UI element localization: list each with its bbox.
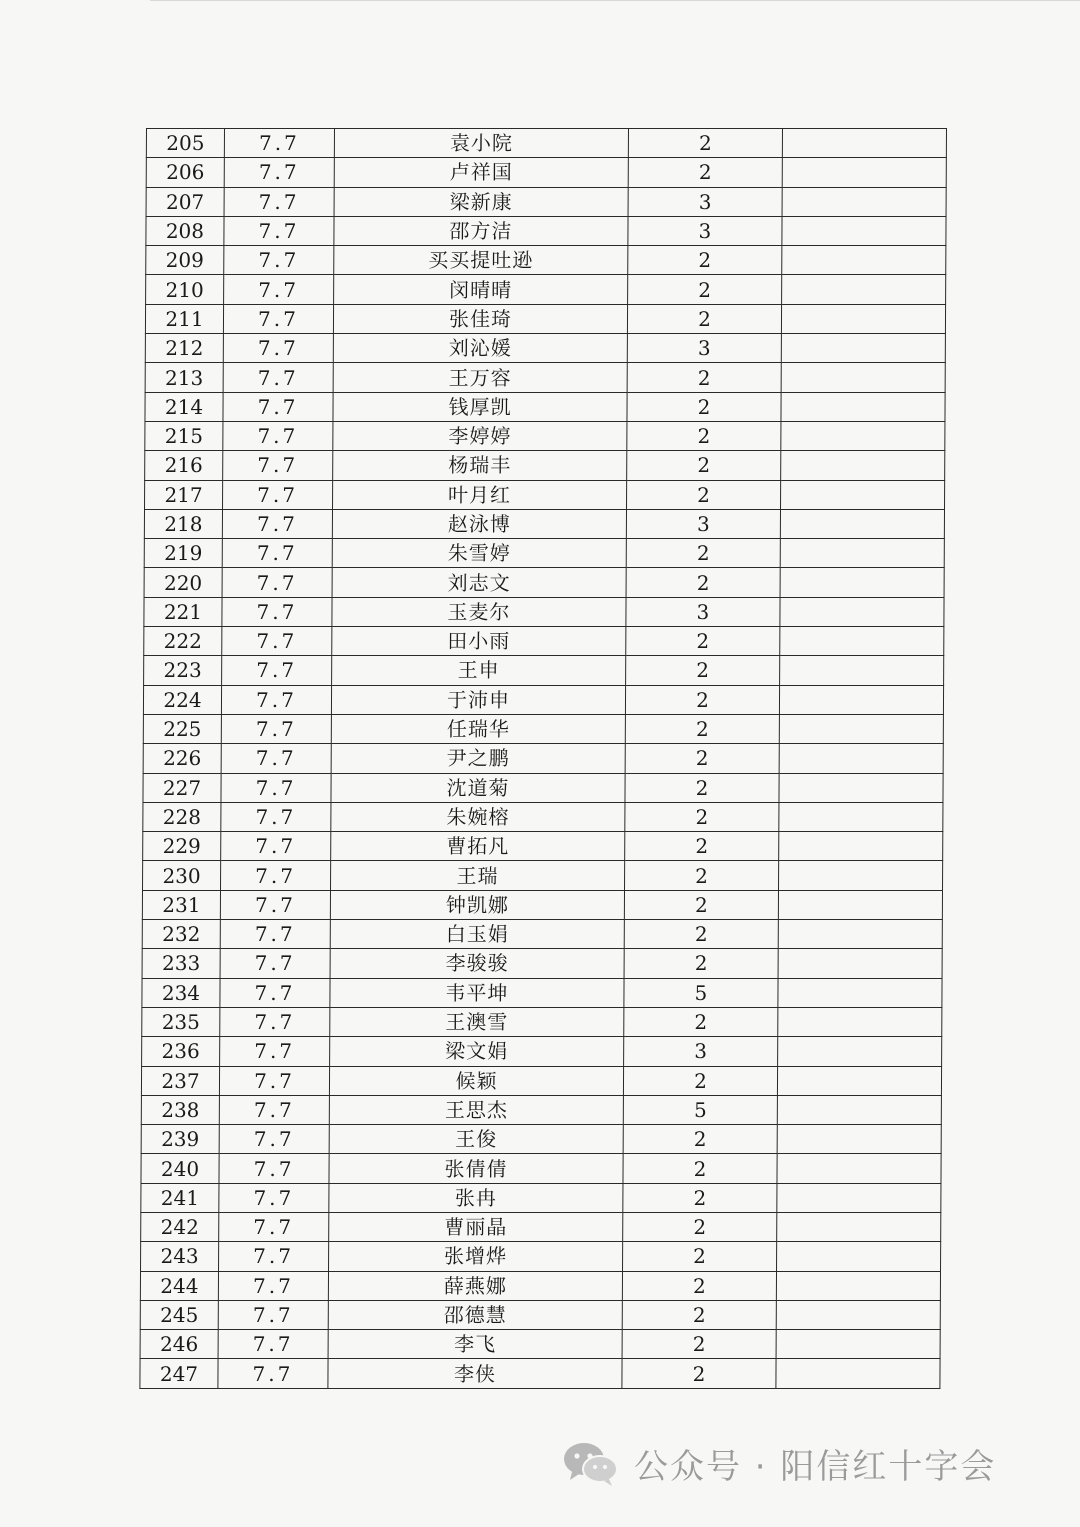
row-note — [777, 1066, 941, 1095]
table-row — [143, 773, 943, 802]
row-quantity: 2 — [628, 158, 782, 187]
row-number: 238 — [141, 1095, 219, 1124]
table-row — [141, 1125, 941, 1154]
row-date: 7.7 — [224, 246, 334, 275]
row-note — [777, 1183, 941, 1212]
row-name: 王思杰 — [329, 1095, 623, 1124]
table-row — [145, 363, 945, 392]
row-quantity: 2 — [625, 861, 779, 890]
row-date: 7.7 — [222, 597, 332, 626]
row-quantity: 2 — [627, 304, 781, 333]
row-note — [778, 978, 942, 1007]
row-number: 234 — [142, 978, 220, 1007]
row-quantity: 2 — [624, 890, 778, 919]
row-date: 7.7 — [224, 275, 334, 304]
row-number: 232 — [142, 920, 220, 949]
row-note — [781, 392, 945, 421]
row-note — [777, 1125, 941, 1154]
row-date: 7.7 — [222, 656, 332, 685]
row-quantity: 2 — [628, 275, 782, 304]
row-quantity: 2 — [625, 802, 779, 831]
table-row — [145, 392, 945, 421]
row-date: 7.7 — [220, 1007, 330, 1036]
row-number: 212 — [145, 334, 223, 363]
row-number: 224 — [143, 685, 221, 714]
row-quantity: 2 — [624, 920, 778, 949]
row-number: 247 — [140, 1359, 218, 1388]
row-name: 玉麦尔 — [332, 597, 626, 626]
row-quantity: 2 — [623, 1066, 777, 1095]
row-quantity: 3 — [626, 509, 780, 538]
watermark-text: 公众号 · 阳信红十字会 — [634, 1446, 997, 1487]
row-date: 7.7 — [219, 1242, 329, 1271]
row-note — [780, 539, 944, 568]
table-row — [142, 890, 942, 919]
row-number: 231 — [142, 890, 220, 919]
row-quantity: 2 — [624, 949, 778, 978]
row-date: 7.7 — [223, 421, 333, 450]
row-quantity: 2 — [623, 1183, 777, 1212]
row-note — [782, 187, 946, 216]
table-row — [141, 1095, 941, 1124]
row-name: 曹丽晶 — [329, 1212, 623, 1241]
watermark — [560, 1438, 996, 1488]
row-quantity: 2 — [622, 1271, 776, 1300]
row-date: 7.7 — [221, 714, 331, 743]
row-note — [777, 1095, 941, 1124]
table-row — [144, 627, 944, 656]
row-date: 7.7 — [222, 568, 332, 597]
row-quantity: 2 — [624, 1007, 778, 1036]
row-number: 229 — [143, 832, 221, 861]
table-row — [146, 129, 946, 158]
row-number: 223 — [144, 656, 222, 685]
row-number: 205 — [146, 129, 224, 158]
row-name: 任瑞华 — [331, 714, 625, 743]
row-date: 7.7 — [218, 1359, 328, 1388]
row-quantity: 2 — [626, 627, 780, 656]
row-name: 尹之鹏 — [331, 744, 625, 773]
row-date: 7.7 — [220, 890, 330, 919]
row-number: 230 — [143, 861, 221, 890]
table-row — [144, 568, 944, 597]
row-number: 227 — [143, 773, 221, 802]
row-quantity: 2 — [623, 1154, 777, 1183]
row-date: 7.7 — [223, 363, 333, 392]
row-date: 7.7 — [224, 187, 334, 216]
wechat-icon — [560, 1438, 620, 1488]
row-quantity: 2 — [627, 480, 781, 509]
row-note — [776, 1271, 940, 1300]
row-quantity: 2 — [627, 451, 781, 480]
row-date: 7.7 — [219, 1183, 329, 1212]
row-note — [778, 949, 942, 978]
row-quantity: 2 — [625, 773, 779, 802]
row-note — [780, 597, 944, 626]
row-name: 王申 — [332, 656, 626, 685]
row-name: 闵晴晴 — [334, 275, 628, 304]
row-number: 240 — [141, 1154, 219, 1183]
row-name: 张倩倩 — [329, 1154, 623, 1183]
row-note — [778, 890, 942, 919]
row-note — [779, 861, 943, 890]
table-row — [146, 187, 946, 216]
table-row — [143, 685, 943, 714]
row-note — [776, 1300, 940, 1329]
row-date: 7.7 — [220, 920, 330, 949]
row-date: 7.7 — [223, 304, 333, 333]
row-number: 221 — [144, 597, 222, 626]
row-number: 246 — [140, 1330, 218, 1359]
row-note — [777, 1212, 941, 1241]
table-row — [144, 539, 944, 568]
row-name: 叶月红 — [333, 480, 627, 509]
row-quantity: 2 — [623, 1125, 777, 1154]
row-date: 7.7 — [221, 685, 331, 714]
table-row — [143, 744, 943, 773]
row-note — [782, 275, 946, 304]
row-note — [779, 714, 943, 743]
row-date: 7.7 — [221, 861, 331, 890]
row-quantity: 2 — [626, 539, 780, 568]
row-quantity: 3 — [627, 334, 781, 363]
row-name: 刘沁媛 — [333, 334, 627, 363]
table-row — [145, 304, 945, 333]
row-name: 李骏骏 — [330, 949, 624, 978]
row-note — [779, 802, 943, 831]
row-note — [779, 744, 943, 773]
row-date: 7.7 — [219, 1066, 329, 1095]
row-note — [777, 1242, 941, 1271]
row-quantity: 2 — [628, 129, 782, 158]
row-quantity: 2 — [623, 1212, 777, 1241]
row-note — [780, 656, 944, 685]
row-number: 245 — [140, 1300, 218, 1329]
row-note — [776, 1359, 940, 1388]
row-quantity: 2 — [627, 392, 781, 421]
row-note — [778, 1037, 942, 1066]
row-quantity: 2 — [625, 744, 779, 773]
row-number: 210 — [146, 275, 224, 304]
table-row — [146, 275, 946, 304]
row-name: 赵泳博 — [332, 509, 626, 538]
row-number: 217 — [145, 480, 223, 509]
donor-table-body — [140, 129, 947, 1389]
row-quantity: 2 — [622, 1330, 776, 1359]
row-number: 215 — [145, 421, 223, 450]
row-date: 7.7 — [222, 509, 332, 538]
table-row — [140, 1330, 940, 1359]
row-note — [781, 451, 945, 480]
table-row — [142, 1037, 942, 1066]
row-date: 7.7 — [218, 1330, 328, 1359]
row-name: 刘志文 — [332, 568, 626, 597]
row-date: 7.7 — [219, 1095, 329, 1124]
row-number: 214 — [145, 392, 223, 421]
row-name: 张增烨 — [329, 1242, 623, 1271]
row-name: 朱婉榕 — [331, 802, 625, 831]
row-name: 田小雨 — [332, 627, 626, 656]
row-date: 7.7 — [223, 334, 333, 363]
row-date: 7.7 — [220, 978, 330, 1007]
row-note — [778, 920, 942, 949]
row-name: 沈道菊 — [331, 773, 625, 802]
scan-edge-line — [150, 0, 1080, 1]
table-row — [144, 597, 944, 626]
table-row — [141, 1066, 941, 1095]
row-number: 235 — [142, 1007, 220, 1036]
table-row — [144, 509, 944, 538]
row-date: 7.7 — [218, 1271, 328, 1300]
row-name: 邵方洁 — [334, 216, 628, 245]
row-quantity: 2 — [626, 568, 780, 597]
row-quantity: 2 — [625, 714, 779, 743]
row-number: 219 — [144, 539, 222, 568]
row-note — [781, 304, 945, 333]
row-name: 卢祥国 — [334, 158, 628, 187]
row-name: 杨瑞丰 — [333, 451, 627, 480]
row-note — [780, 568, 944, 597]
row-number: 228 — [143, 802, 221, 831]
table-row — [146, 158, 946, 187]
row-date: 7.7 — [224, 216, 334, 245]
row-number: 207 — [146, 187, 224, 216]
table-row — [146, 246, 946, 275]
row-note — [781, 363, 945, 392]
row-number: 218 — [144, 509, 222, 538]
row-note — [782, 216, 946, 245]
row-note — [779, 685, 943, 714]
row-quantity: 2 — [628, 246, 782, 275]
row-name: 朱雪婷 — [332, 539, 626, 568]
row-name: 钟凯娜 — [330, 890, 624, 919]
row-name: 于沛申 — [331, 685, 625, 714]
table-row — [143, 832, 943, 861]
row-quantity: 2 — [626, 656, 780, 685]
row-note — [782, 246, 946, 275]
row-quantity: 2 — [625, 685, 779, 714]
row-name: 李飞 — [328, 1330, 622, 1359]
row-date: 7.7 — [219, 1212, 329, 1241]
row-note — [776, 1330, 940, 1359]
row-number: 211 — [145, 304, 223, 333]
row-number: 236 — [142, 1037, 220, 1066]
table-row — [143, 861, 943, 890]
row-note — [778, 1007, 942, 1036]
row-date: 7.7 — [223, 480, 333, 509]
row-quantity: 2 — [622, 1300, 776, 1329]
table-row — [141, 1183, 941, 1212]
table-row — [140, 1300, 940, 1329]
row-note — [780, 509, 944, 538]
row-name: 梁文娟 — [330, 1037, 624, 1066]
row-number: 233 — [142, 949, 220, 978]
row-date: 7.7 — [222, 539, 332, 568]
table-row — [145, 334, 945, 363]
row-name: 王俊 — [329, 1125, 623, 1154]
row-name: 王澳雪 — [330, 1007, 624, 1036]
row-name: 张佳琦 — [333, 304, 627, 333]
row-quantity: 3 — [628, 216, 782, 245]
table-row — [146, 216, 946, 245]
row-name: 白玉娟 — [330, 920, 624, 949]
row-date: 7.7 — [221, 802, 331, 831]
row-date: 7.7 — [221, 773, 331, 802]
table-row — [145, 421, 945, 450]
row-quantity: 3 — [626, 597, 780, 626]
row-number: 216 — [145, 451, 223, 480]
row-number: 222 — [144, 627, 222, 656]
row-note — [780, 627, 944, 656]
table-row — [142, 920, 942, 949]
row-number: 244 — [140, 1271, 218, 1300]
row-name: 李侠 — [328, 1359, 622, 1388]
table-row — [141, 1212, 941, 1241]
row-name: 张冉 — [329, 1183, 623, 1212]
row-number: 237 — [141, 1066, 219, 1095]
row-number: 241 — [141, 1183, 219, 1212]
row-date: 7.7 — [221, 744, 331, 773]
donor-table — [139, 128, 947, 1389]
row-name: 王万容 — [333, 363, 627, 392]
row-quantity: 3 — [628, 187, 782, 216]
row-date: 7.7 — [221, 832, 331, 861]
row-date: 7.7 — [220, 1037, 330, 1066]
row-number: 226 — [143, 744, 221, 773]
row-note — [781, 421, 945, 450]
row-note — [777, 1154, 941, 1183]
row-quantity: 3 — [624, 1037, 778, 1066]
row-name: 候颖 — [329, 1066, 623, 1095]
row-number: 220 — [144, 568, 222, 597]
row-date: 7.7 — [218, 1300, 328, 1329]
row-date: 7.7 — [219, 1154, 329, 1183]
row-date: 7.7 — [223, 451, 333, 480]
row-name: 曹拓凡 — [331, 832, 625, 861]
row-name: 王瑞 — [331, 861, 625, 890]
table-row — [142, 949, 942, 978]
row-quantity: 2 — [625, 832, 779, 861]
row-quantity: 2 — [627, 363, 781, 392]
row-note — [779, 773, 943, 802]
table-row — [145, 451, 945, 480]
row-number: 225 — [143, 714, 221, 743]
table-row — [143, 714, 943, 743]
row-date: 7.7 — [222, 627, 332, 656]
row-quantity: 2 — [623, 1242, 777, 1271]
table-row — [145, 480, 945, 509]
row-date: 7.7 — [224, 158, 334, 187]
row-quantity: 2 — [622, 1359, 776, 1388]
row-name: 李婷婷 — [333, 421, 627, 450]
row-number: 242 — [141, 1212, 219, 1241]
row-note — [782, 129, 946, 158]
row-number: 206 — [146, 158, 224, 187]
row-note — [781, 334, 945, 363]
row-quantity: 2 — [627, 421, 781, 450]
row-name: 梁新康 — [334, 187, 628, 216]
row-number: 243 — [141, 1242, 219, 1271]
row-date: 7.7 — [223, 392, 333, 421]
table-row — [141, 1154, 941, 1183]
row-name: 钱厚凯 — [333, 392, 627, 421]
table-row — [144, 656, 944, 685]
row-name: 袁小院 — [334, 129, 628, 158]
row-date: 7.7 — [220, 949, 330, 978]
table-row — [143, 802, 943, 831]
row-number: 213 — [145, 363, 223, 392]
table-row — [141, 1242, 941, 1271]
table-row — [142, 978, 942, 1007]
row-number: 239 — [141, 1125, 219, 1154]
table-row — [140, 1359, 940, 1388]
row-date: 7.7 — [224, 129, 334, 158]
row-date: 7.7 — [219, 1125, 329, 1154]
row-name: 薛燕娜 — [328, 1271, 622, 1300]
table-row — [140, 1271, 940, 1300]
row-name: 买买提吐逊 — [334, 246, 628, 275]
row-name: 邵德慧 — [328, 1300, 622, 1329]
row-note — [782, 158, 946, 187]
table-row — [142, 1007, 942, 1036]
row-note — [779, 832, 943, 861]
row-name: 韦平坤 — [330, 978, 624, 1007]
row-quantity: 5 — [623, 1095, 777, 1124]
row-number: 209 — [146, 246, 224, 275]
row-quantity: 5 — [624, 978, 778, 1007]
row-note — [781, 480, 945, 509]
row-number: 208 — [146, 216, 224, 245]
